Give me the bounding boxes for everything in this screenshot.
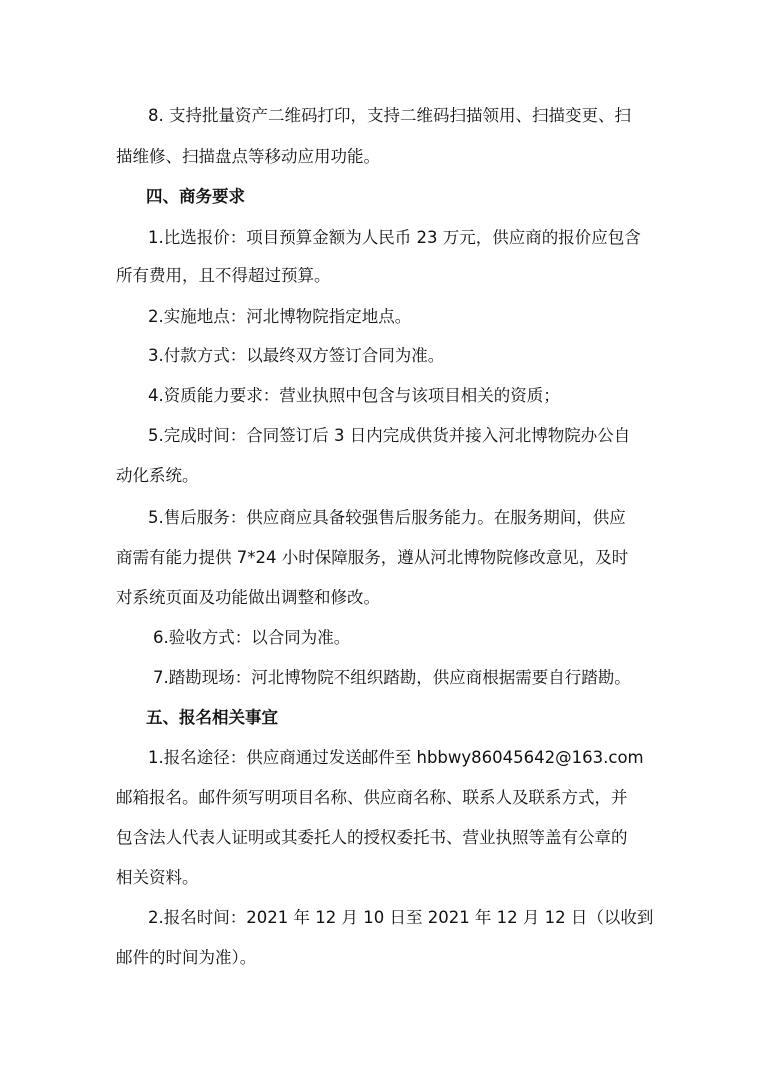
time-line1: 2.报名时间：2021 年 12 月 10 日至 2021 年 12 月 12 日（以收到 bbox=[148, 908, 654, 927]
payment-line: 3.付款方式：以最终双方签订合同为准。 bbox=[148, 346, 445, 365]
price-line1: 1.比选报价：项目预算金额为人民币 23 万元，供应商的报价应包含 bbox=[148, 228, 641, 247]
section4-heading: 四、商务要求 bbox=[146, 187, 245, 206]
after-sales-line2: 商需有能力提供 7*24 小时保障服务，遵从河北博物院修改意见，及时 bbox=[116, 548, 629, 567]
qualification-line: 4.资质能力要求：营业执照中包含与该项目相关的资质； bbox=[148, 386, 560, 405]
item8-line2: 描维修、扫描盘点等移动应用功能。 bbox=[116, 147, 380, 166]
completion-line2: 动化系统。 bbox=[116, 466, 199, 485]
after-sales-line3: 对系统页面及功能做出调整和修改。 bbox=[116, 588, 380, 607]
acceptance-line: 6.验收方式：以合同为准。 bbox=[153, 628, 351, 647]
site-visit-line: 7.踏勘现场：河北博物院不组织踏勘，供应商根据需要自行踏勘。 bbox=[153, 668, 631, 687]
time-line2: 邮件的时间为准）。 bbox=[116, 948, 257, 967]
section5-heading: 五、报名相关事宜 bbox=[146, 708, 278, 727]
route-line3: 包含法人代表人证明或其委托人的授权委托书、营业执照等盖有公章的 bbox=[116, 828, 628, 847]
price-line2: 所有费用，且不得超过预算。 bbox=[116, 266, 331, 285]
location-line: 2.实施地点：河北博物院指定地点。 bbox=[148, 307, 412, 326]
route-line4: 相关资料。 bbox=[116, 868, 199, 887]
route-line1: 1.报名途径：供应商通过发送邮件至 hbbwy86045642@163.com bbox=[148, 748, 644, 767]
item8-line1: 8. 支持批量资产二维码打印，支持二维码扫描领用、扫描变更、扫 bbox=[148, 106, 631, 125]
completion-line1: 5.完成时间：合同签订后 3 日内完成供货并接入河北博物院办公自 bbox=[148, 426, 631, 445]
route-line2: 邮箱报名。邮件须写明项目名称、供应商名称、联系人及联系方式，并 bbox=[116, 788, 628, 807]
after-sales-line1: 5.售后服务：供应商应具备较强售后服务能力。在服务期间，供应 bbox=[148, 508, 626, 527]
